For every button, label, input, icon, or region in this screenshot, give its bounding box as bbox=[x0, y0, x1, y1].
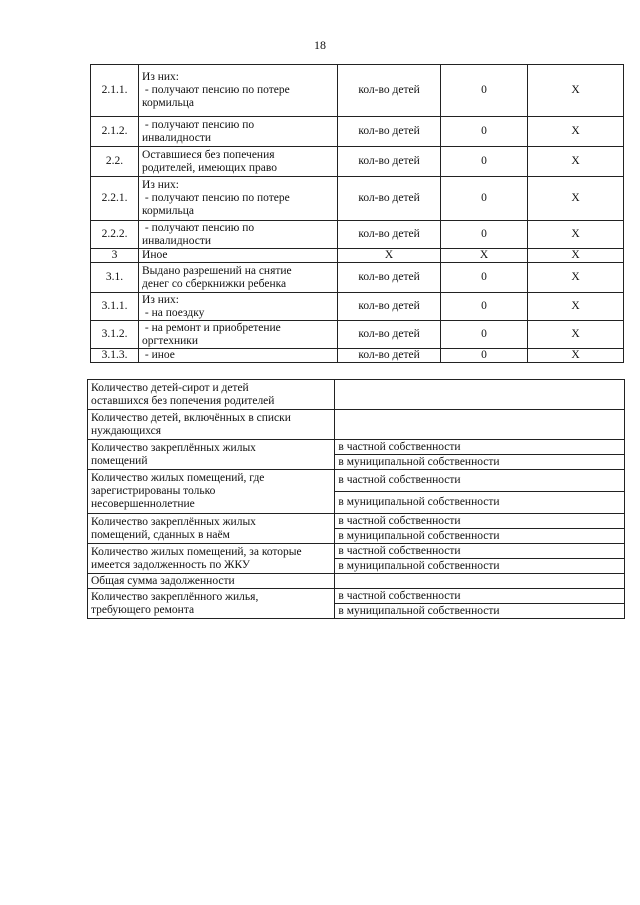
indicator-label bbox=[88, 589, 335, 619]
row-mark: Х bbox=[528, 263, 624, 293]
row-value: 0 bbox=[440, 263, 527, 293]
description-line: - на ремонт и приобретение bbox=[142, 321, 281, 334]
description-line: Из них: bbox=[142, 293, 179, 306]
row-number: 2.1.2. bbox=[91, 117, 139, 147]
ownership-type: в частной собственности bbox=[335, 544, 625, 559]
row-mark: Х bbox=[528, 249, 624, 263]
ownership-type: в муниципальной собственности bbox=[335, 492, 625, 514]
label-line: Количество детей-сирот и детей bbox=[91, 381, 249, 394]
row-description bbox=[139, 147, 338, 177]
row-description bbox=[139, 117, 338, 147]
label-line: Общая сумма задолженности bbox=[91, 574, 235, 587]
table-row bbox=[91, 263, 624, 293]
table-row bbox=[88, 380, 625, 410]
row-number: 2.2. bbox=[91, 147, 139, 177]
row-value: 0 bbox=[440, 221, 527, 249]
description-line: - получают пенсию по bbox=[142, 221, 255, 234]
row-description bbox=[139, 263, 338, 293]
description-line: кормильца bbox=[142, 97, 195, 109]
row-unit: кол-во детей bbox=[338, 65, 441, 117]
indicator-label bbox=[88, 380, 335, 410]
table-row bbox=[91, 249, 624, 263]
row-mark: Х bbox=[528, 221, 624, 249]
table-row bbox=[88, 440, 625, 455]
description-line: - получают пенсию по потере bbox=[142, 192, 290, 204]
table-row bbox=[91, 117, 624, 147]
row-value: 0 bbox=[440, 293, 527, 321]
description-line: - иное bbox=[142, 349, 175, 361]
label-line: нуждающихся bbox=[91, 424, 162, 437]
label-line: имеется задолженность по ЖКУ bbox=[91, 558, 251, 571]
row-mark: Х bbox=[528, 65, 624, 117]
description-line: Из них: bbox=[142, 71, 179, 83]
description-line: оргтехники bbox=[142, 334, 199, 347]
table-row bbox=[91, 221, 624, 249]
table-row bbox=[88, 574, 625, 589]
ownership-type: в частной собственности bbox=[335, 470, 625, 492]
row-number: 3.1.1. bbox=[91, 293, 139, 321]
ownership-type: в частной собственности bbox=[335, 514, 625, 529]
row-value: 0 bbox=[440, 117, 527, 147]
description-line: инвалидности bbox=[142, 131, 212, 144]
description-line: кормильца bbox=[142, 205, 195, 217]
table-row bbox=[91, 177, 624, 221]
row-number: 2.1.1. bbox=[91, 65, 139, 117]
label-line: Количество закреплённого жилья, bbox=[91, 590, 259, 603]
label-line: Количество детей, включённых в списки bbox=[91, 411, 291, 424]
row-unit: кол-во детей bbox=[338, 147, 441, 177]
indicator-label bbox=[88, 410, 335, 440]
description-line: инвалидности bbox=[142, 234, 212, 247]
row-unit: кол-во детей bbox=[338, 349, 441, 363]
row-value: 0 bbox=[440, 321, 527, 349]
ownership-type: в частной собственности bbox=[335, 440, 625, 455]
row-mark: Х bbox=[528, 147, 624, 177]
ownership-type bbox=[335, 380, 625, 410]
description-line: родителей, имеющих право bbox=[142, 161, 277, 174]
row-mark: Х bbox=[528, 117, 624, 147]
description-line: Из них: bbox=[142, 179, 179, 191]
page-number: 18 bbox=[314, 38, 326, 52]
row-number: 3.1.2. bbox=[91, 321, 139, 349]
row-number: 2.2.2. bbox=[91, 221, 139, 249]
row-description bbox=[139, 65, 338, 117]
indicator-label bbox=[88, 544, 335, 574]
label-line: Количество закреплённых жилых bbox=[91, 515, 256, 528]
ownership-type: в муниципальной собственности bbox=[335, 604, 625, 619]
row-number: 2.2.1. bbox=[91, 177, 139, 221]
label-line: Количество жилых помещений, где bbox=[91, 472, 265, 484]
row-number: 3 bbox=[91, 249, 139, 263]
row-value: 0 bbox=[440, 65, 527, 117]
row-number: 3.1. bbox=[91, 263, 139, 293]
indicator-label bbox=[88, 514, 335, 544]
ownership-type: в муниципальной собственности bbox=[335, 559, 625, 574]
row-description bbox=[139, 221, 338, 249]
table-row bbox=[91, 147, 624, 177]
row-value: 0 bbox=[440, 177, 527, 221]
label-line: зарегистрированы только bbox=[91, 485, 216, 497]
ownership-type: в муниципальной собственности bbox=[335, 455, 625, 470]
indicator-label bbox=[88, 574, 335, 589]
row-mark: Х bbox=[528, 321, 624, 349]
row-description bbox=[139, 293, 338, 321]
row-description bbox=[139, 349, 338, 363]
row-unit: Х bbox=[338, 249, 441, 263]
table-row bbox=[88, 514, 625, 529]
row-value: 0 bbox=[440, 147, 527, 177]
table-row bbox=[91, 349, 624, 363]
row-description bbox=[139, 249, 338, 263]
label-line: оставшихся без попечения родителей bbox=[91, 394, 275, 407]
label-line: Количество закреплённых жилых bbox=[91, 441, 256, 454]
row-value: Х bbox=[440, 249, 527, 263]
description-line: Выдано разрешений на снятие bbox=[142, 264, 292, 277]
ownership-type bbox=[335, 410, 625, 440]
ownership-type bbox=[335, 574, 625, 589]
row-number: 3.1.3. bbox=[91, 349, 139, 363]
table-row bbox=[91, 293, 624, 321]
table-row bbox=[91, 321, 624, 349]
report-table-housing bbox=[87, 379, 625, 619]
report-table-main bbox=[90, 64, 624, 363]
label-line: помещений, сданных в наём bbox=[91, 528, 230, 541]
table-row bbox=[88, 589, 625, 604]
ownership-type: в муниципальной собственности bbox=[335, 529, 625, 544]
indicator-label bbox=[88, 470, 335, 514]
row-mark: Х bbox=[528, 293, 624, 321]
table-row bbox=[88, 470, 625, 492]
row-unit: кол-во детей bbox=[338, 221, 441, 249]
label-line: Количество жилых помещений, за которые bbox=[91, 545, 302, 558]
table-row bbox=[91, 65, 624, 117]
description-line: Оставшиеся без попечения bbox=[142, 148, 275, 161]
table-row bbox=[88, 410, 625, 440]
row-value: 0 bbox=[440, 349, 527, 363]
row-mark: Х bbox=[528, 177, 624, 221]
table-row bbox=[88, 544, 625, 559]
row-unit: кол-во детей bbox=[338, 293, 441, 321]
description-line: денег со сберкнижки ребенка bbox=[142, 277, 287, 290]
row-description bbox=[139, 321, 338, 349]
label-line: несовершеннолетние bbox=[91, 498, 195, 510]
description-line: - на поездку bbox=[142, 306, 205, 319]
description-line: - получают пенсию по bbox=[142, 118, 255, 131]
description-line: - получают пенсию по потере bbox=[142, 84, 290, 96]
row-unit: кол-во детей bbox=[338, 117, 441, 147]
row-unit: кол-во детей bbox=[338, 321, 441, 349]
label-line: требующего ремонта bbox=[91, 603, 195, 616]
label-line: помещений bbox=[91, 454, 148, 467]
description-line: Иное bbox=[142, 249, 168, 261]
ownership-type: в частной собственности bbox=[335, 589, 625, 604]
row-description bbox=[139, 177, 338, 221]
indicator-label bbox=[88, 440, 335, 470]
row-unit: кол-во детей bbox=[338, 263, 441, 293]
row-unit: кол-во детей bbox=[338, 177, 441, 221]
row-mark: Х bbox=[528, 349, 624, 363]
